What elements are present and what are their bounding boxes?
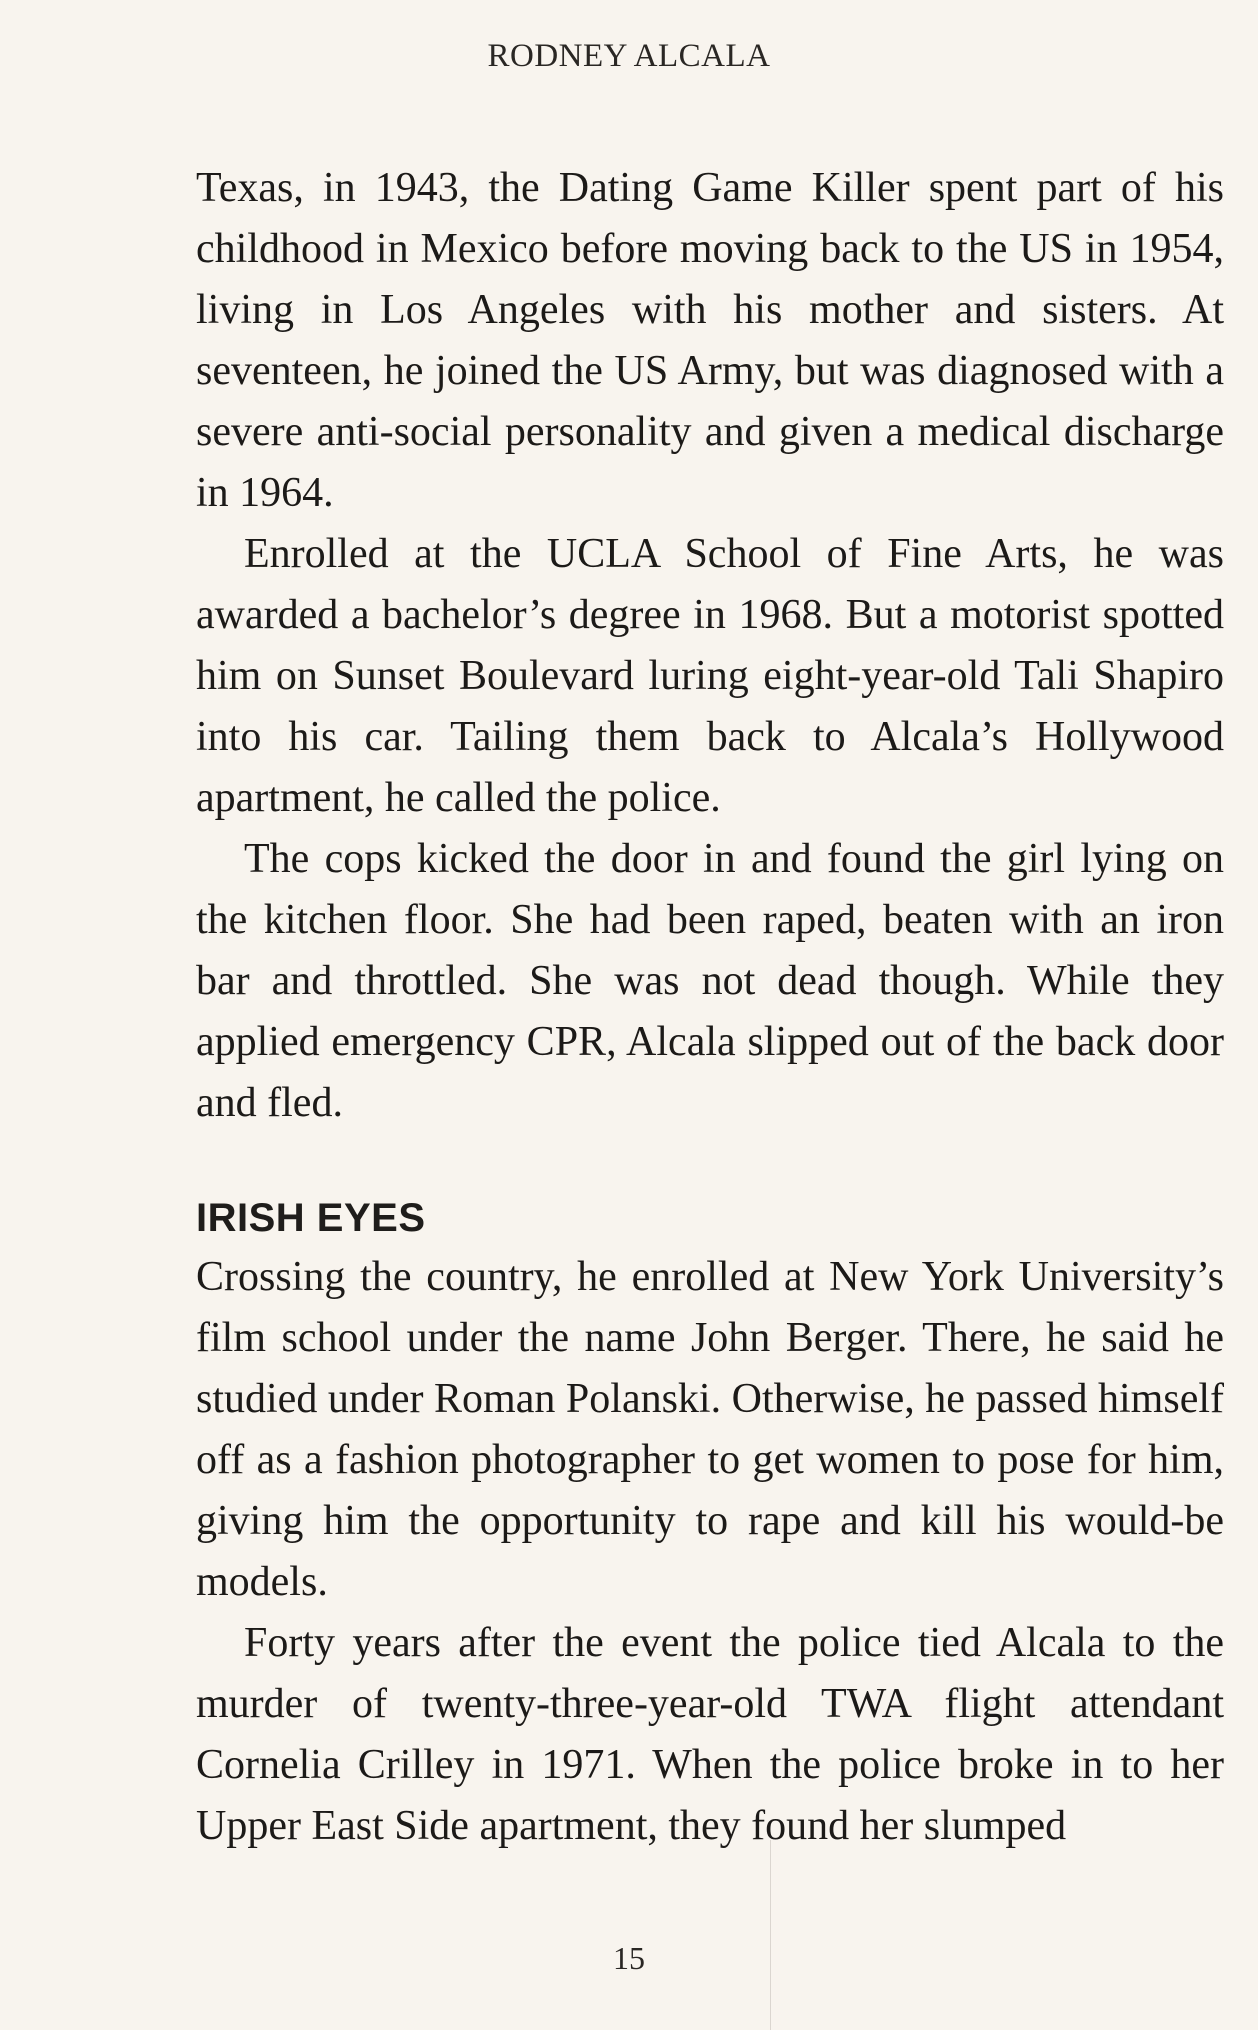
paragraph-1: Texas, in 1943, the Dating Game Killer spent part of his childhood in Mexico before moving back to the US in 1954, living in Los Angeles with his mother and sisters. At seventeen, he joined the US Army, but was diagnosed with a severe anti-social personality and given a medical discharge in 1964. <box>196 165 1224 516</box>
paragraph-2: Enrolled at the UCLA School of Fine Arts, he was awarded a bachelor’s degree in 1968. But a motorist spotted him on Sunset Boulevard luring eight-year-old Tali Shapiro into his car. Tailing them back to Alcala’s Hollywood apartment, he called the police. <box>196 531 1224 821</box>
body-text <box>196 158 1224 1857</box>
section-heading: IRISH EYES <box>196 1196 426 1240</box>
paragraph-5: Forty years after the event the police tied Alcala to the murder of twenty-three-year-old TWA flight attendant Cornelia Crilley in 1971. When the police broke in to her Upper East Side apartment, they found her slumped <box>196 1620 1224 1849</box>
running-head: RODNEY ALCALA <box>487 38 771 74</box>
paragraph-3: The cops kicked the door in and found the girl lying on the kitchen floor. She had been raped, beaten with an iron bar and throttled. She was not dead though. While they applied emergency CPR, Alcala slipped out of the back door and fled. <box>196 836 1224 1126</box>
fold-crease <box>770 1840 771 2030</box>
page-number: 15 <box>613 1940 645 1976</box>
paragraph-4: Crossing the country, he enrolled at New York University’s film school under the name John Berger. There, he said he studied under Roman Polanski. Otherwise, he passed himself off as a fashion photographer to get women to pose for him, giving him the opportunity to rape and kill his would-be models. <box>196 1254 1224 1605</box>
